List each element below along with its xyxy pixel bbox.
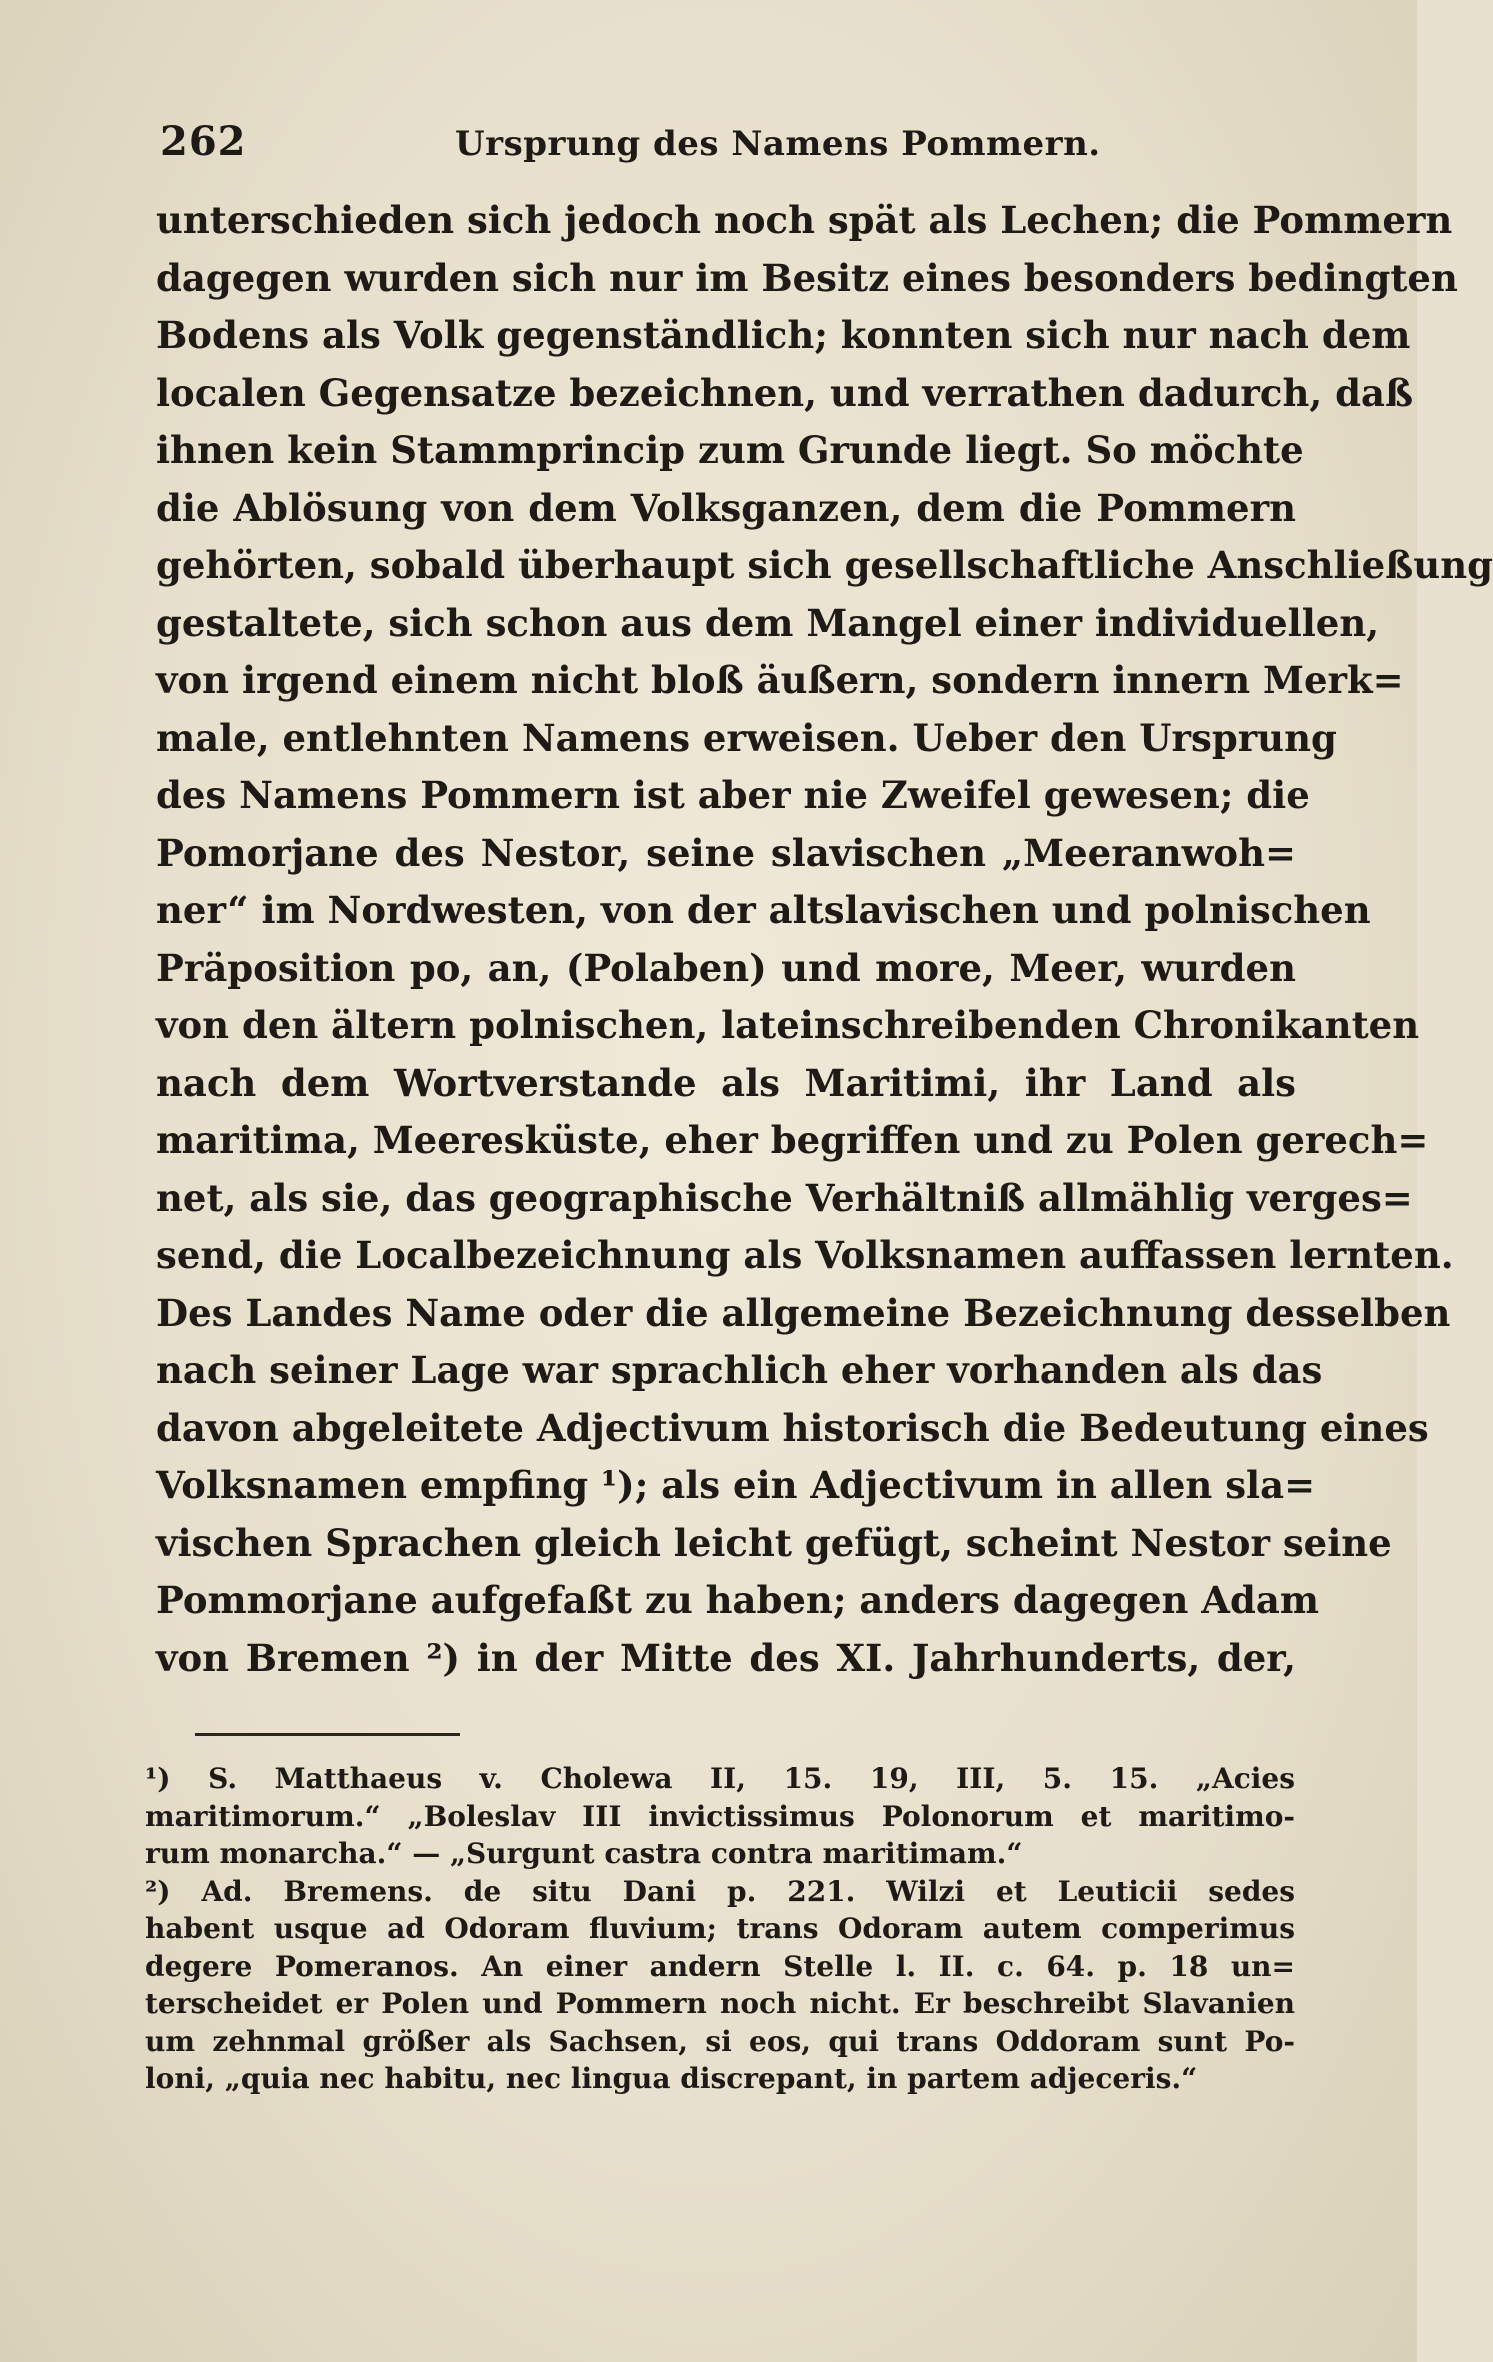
text-line: davon abgeleitete Adjectivum historisch die Bedeutung eines	[156, 1405, 1429, 1450]
text-line: Des Landes Name oder die allgemeine Bezeichnung desselben	[156, 1290, 1451, 1335]
footnote-line: ²) Ad. Bremens. de situ Dani p. 221. Wilzi et Leuticii sedes	[145, 1874, 1295, 1908]
text-line: Pommorjane aufgefaßt zu haben; anders dagegen Adam	[156, 1578, 1320, 1622]
text-line: gestaltete, sich schon aus dem Mangel einer individuellen,	[156, 600, 1380, 645]
text-line: Präposition po, an, (Polaben) und more, Meer, wurden	[156, 945, 1296, 990]
footnote-line: maritimorum.“ „Boleslav III invictissimus Polonorum et maritimo-	[145, 1799, 1295, 1833]
text-line: net, als sie, das geographische Verhältniß allmählig verges=	[156, 1175, 1413, 1220]
text-line: ihnen kein Stammprincip zum Grunde liegt. So möchte	[156, 428, 1304, 472]
footnote-line: habent usque ad Odoram fluvium; trans Odoram autem comperimus	[145, 1912, 1295, 1945]
running-head: Ursprung des Namens Pommern.	[455, 124, 1101, 164]
text-line: male, entlehnten Namens erweisen. Ueber den Ursprung	[156, 715, 1337, 760]
page-header	[160, 118, 1320, 168]
text-line: vischen Sprachen gleich leicht gefügt, scheint Nestor seine	[156, 1520, 1392, 1565]
footnote-rule	[195, 1733, 460, 1736]
footnote-line: terscheidet er Polen und Pommern noch nicht. Er beschreibt Slavanien	[145, 1987, 1295, 2020]
text-line: localen Gegensatze bezeichnen, und verrathen dadurch, daß	[156, 370, 1414, 415]
text-line: dagegen wurden sich nur im Besitz eines besonders bedingten	[156, 255, 1458, 300]
text-line: nach dem Wortverstande als Maritimi, ihr Land als	[156, 1060, 1296, 1105]
text-line: von irgend einem nicht bloß äußern, sondern innern Merk=	[156, 658, 1404, 702]
text-line: send, die Localbezeichnung als Volksnamen auffassen lernten.	[156, 1233, 1454, 1277]
text-line: die Ablösung von dem Volksganzen, dem die Pommern	[156, 485, 1296, 530]
footnotes	[145, 1760, 1295, 2098]
footnote-line: rum monarcha.“ — „Surgunt castra contra maritimam.“	[145, 1837, 1023, 1870]
text-line: Volksnamen empfing ¹); als ein Adjectivum in allen sla=	[156, 1463, 1316, 1507]
text-line: von Bremen ²) in der Mitte des XI. Jahrhunderts, der,	[156, 1635, 1296, 1680]
text-line: des Namens Pommern ist aber nie Zweifel gewesen; die	[156, 773, 1310, 817]
text-line: unterschieden sich jedoch noch spät als Lechen; die Pommern	[156, 198, 1453, 242]
text-line: nach seiner Lage war sprachlich eher vorhanden als das	[156, 1348, 1323, 1392]
text-line: Bodens als Volk gegenständlich; konnten sich nur nach dem	[156, 313, 1411, 357]
text-line: ner“ im Nordwesten, von der altslavischen und polnischen	[156, 888, 1371, 932]
body-text	[156, 192, 1493, 1687]
text-line: gehörten, sobald überhaupt sich gesellschaftliche Anschließung	[156, 543, 1493, 587]
text-line: maritima, Meeresküste, eher begriffen und zu Polen gerech=	[156, 1118, 1429, 1162]
footnote-line: um zehnmal größer als Sachsen, si eos, qui trans Oddoram sunt Po-	[145, 2024, 1295, 2058]
footnote-line: ¹) S. Matthaeus v. Cholewa II, 15. 19, III, 5. 15. „Acies	[145, 1762, 1295, 1795]
footnote-line: loni, „quia nec habitu, nec lingua discrepant, in partem adjeceris.“	[145, 2062, 1198, 2095]
text-line: von den ältern polnischen, lateinschreibenden Chronikanten	[156, 1003, 1420, 1047]
text-line: Pomorjane des Nestor, seine slavischen „Meeranwoh=	[156, 830, 1296, 875]
footnote-line: degere Pomeranos. An einer andern Stelle l. II. c. 64. p. 18 un=	[145, 1949, 1295, 1983]
page-number: 262	[160, 118, 247, 165]
